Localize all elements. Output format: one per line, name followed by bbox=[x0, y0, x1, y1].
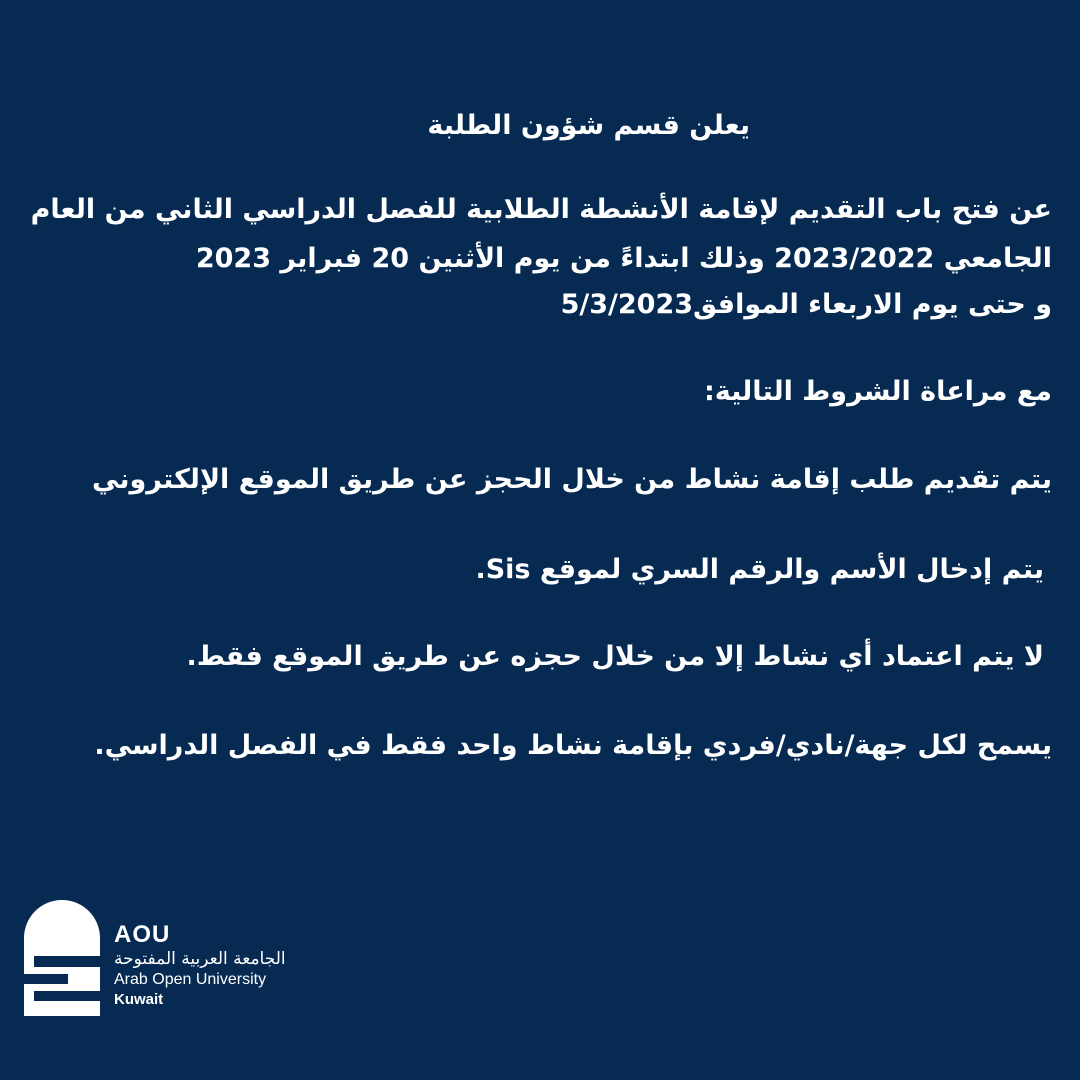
logo-name-english: Arab Open University bbox=[114, 971, 267, 988]
condition-item-1: يتم تقديم طلب إقامة نشاط من خلال الحجز عن طريق الموقع الإلكتروني bbox=[92, 464, 1052, 495]
condition-item-4: يسمح لكل جهة/نادي/فردي بإقامة نشاط واحد فقط في الفصل الدراسي. bbox=[94, 730, 1052, 761]
logo-abbreviation: AOU bbox=[114, 921, 171, 948]
university-logo bbox=[24, 900, 324, 1020]
aou-logo-icon bbox=[24, 900, 100, 1016]
logo-branch: Kuwait bbox=[114, 991, 164, 1008]
announcement-paragraph-line-1: عن فتح باب التقديم لإقامة الأنشطة الطلابية للفصل الدراسي الثاني من العام bbox=[30, 194, 1052, 225]
condition-item-2: يتم إدخال الأسم والرقم السري لموقع Sis. bbox=[475, 554, 1044, 585]
announcement-paragraph-line-2: الجامعي 2023/2022 وذلك ابتداءً من يوم الأثنين 20 فبراير 2023 bbox=[195, 243, 1052, 274]
announcement-title: يعلن قسم شؤون الطلبة bbox=[427, 110, 750, 141]
logo-name-arabic: الجامعة العربية المفتوحة bbox=[114, 949, 286, 969]
conditions-heading: مع مراعاة الشروط التالية: bbox=[703, 376, 1052, 407]
announcement-paragraph-line-3: و حتى يوم الاربعاء الموافق5/3/2023 bbox=[560, 289, 1052, 320]
logo-text-block bbox=[114, 922, 286, 1010]
condition-item-3: لا يتم اعتماد أي نشاط إلا من خلال حجزه عن طريق الموقع فقط. bbox=[186, 641, 1044, 672]
